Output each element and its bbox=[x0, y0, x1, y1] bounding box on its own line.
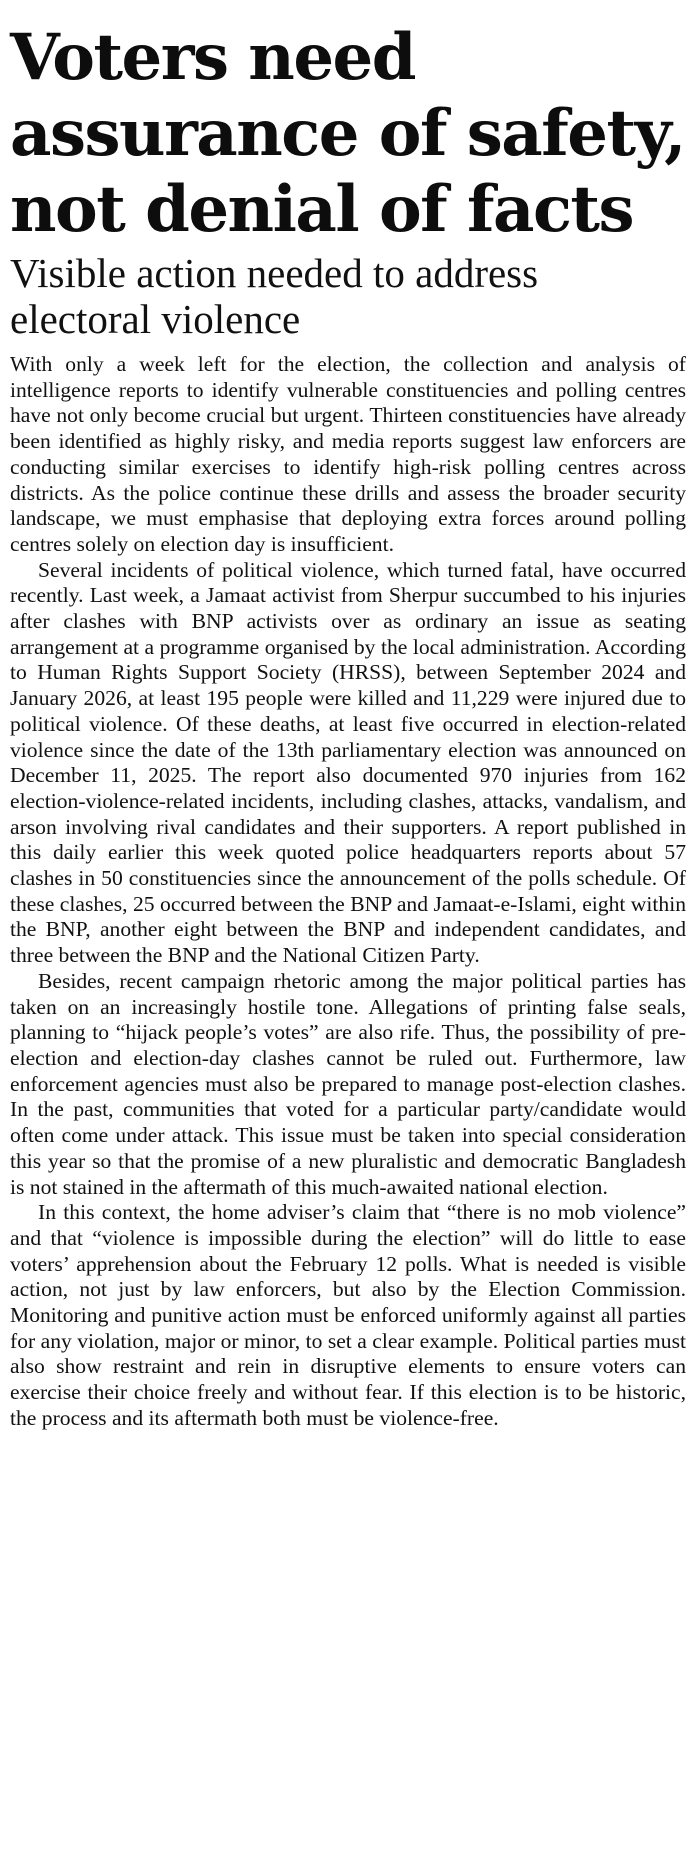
article-paragraph: In this context, the home adviser’s claim that “there is no mob violence” and that “violence is impossible during the election” will do little to ease voters’ apprehension about the February 12 polls. What is needed is visible action, not just by law enforcers, but also by the Election Commission. Monitoring and punitive action must be enforced uniformly against all parties for any violation, major or minor, to set a clear example. Political parties must also show restraint and rein in disruptive elements to ensure voters can exercise their choice freely and without fear. If this election is to be historic, the process and its aftermath both must be violence-free. bbox=[10, 1200, 686, 1430]
article-headline: Voters need assurance of safety, not denial of facts bbox=[10, 20, 685, 247]
article-paragraph: With only a week left for the election, the collection and analysis of intelligence reports to identify vulnerable constituencies and polling centres have not only become crucial but urgent. Thirteen constituencies have already been identified as highly risky, and media reports suggest law enforcers are conducting similar exercises to identify high-risk polling centres across districts. As the police continue these drills and assess the broader security landscape, we must emphasise that deploying extra forces around polling centres solely on election day is insufficient. bbox=[10, 352, 686, 556]
article-body bbox=[10, 352, 686, 1432]
article-paragraph: Several incidents of political violence, which turned fatal, have occurred recently. Last week, a Jamaat activist from Sherpur succumbed to his injuries after clashes with BNP activists over as ordinary an issue as seating arrangement at a programme organised by the local administration. According to Human Rights Support Society (HRSS), between September 2024 and January 2026, at least 195 people were killed and 11,229 were injured due to political violence. Of these deaths, at least five occurred in election-related violence since the date of the 13th parliamentary election was announced on December 11, 2025. The report also documented 970 injuries from 162 election-violence-related incidents, including clashes, attacks, vandalism, and arson involving rival candidates and their supporters. A report published in this daily earlier this week quoted police headquarters reports about 57 clashes in 50 constituencies since the announcement of the polls schedule. Of these clashes, 25 occurred between the BNP and Jamaat-e-Islami, eight within the BNP, another eight between the BNP and independent candidates, and three between the BNP and the National Citizen Party. bbox=[10, 557, 686, 968]
article-paragraph: Besides, recent campaign rhetoric among the major political parties has taken on an increasingly hostile tone. Allegations of printing false seals, planning to “hijack people’s votes” are also rife. Thus, the possibility of pre-election and election-day clashes cannot be ruled out. Furthermore, law enforcement agencies must also be prepared to manage post-election clashes. In the past, communities that voted for a particular party/candidate would often come under attack. This issue must be taken into special consideration this year so that the promise of a new pluralistic and democratic Bangladesh is not stained in the aftermath of this much-awaited national election. bbox=[10, 968, 686, 1199]
article-subheadline: Visible action needed to address electoral violence bbox=[10, 250, 539, 342]
